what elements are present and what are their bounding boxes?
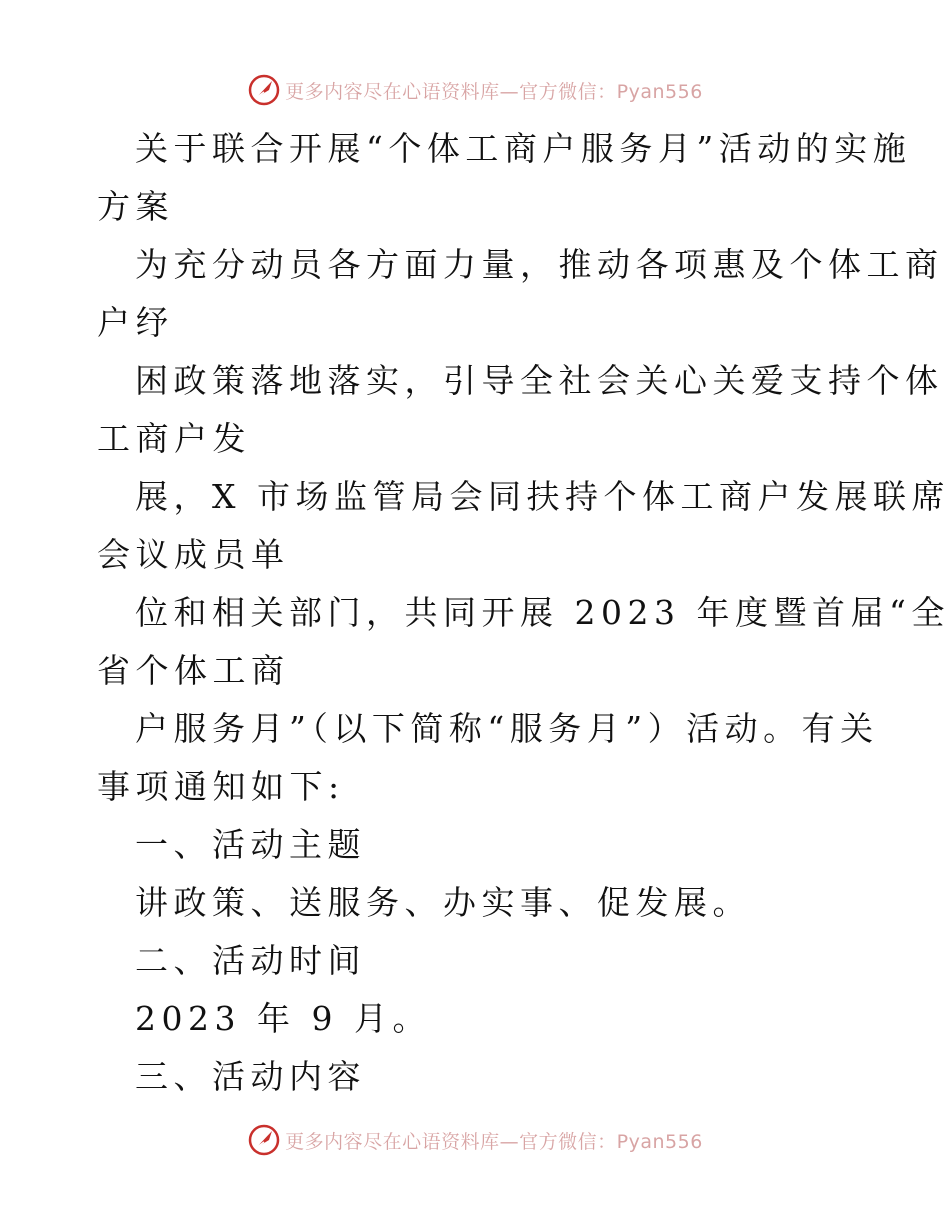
- document-line: 关于联合开展“个体工商户服务月”活动的实施: [135, 129, 912, 168]
- watermark-text: 更多内容尽在心语资料库—官方微信：Pyan556: [285, 80, 703, 103]
- document-line: 三、活动内容: [135, 1057, 366, 1096]
- document-line: 工商户发: [97, 419, 251, 458]
- document-line: 为充分动员各方面力量，推动各项惠及个体工商: [135, 245, 944, 284]
- document-line: 户纾: [97, 303, 174, 342]
- footer-watermark: [0, 1118, 950, 1162]
- document-line: 位和相关部门，共同开展 2023 年度暨首届“全: [135, 593, 950, 632]
- document-line: 困政策落地落实，引导全社会关心关爱支持个体: [135, 361, 944, 400]
- watermark-text: 更多内容尽在心语资料库—官方微信：Pyan556: [285, 1130, 703, 1153]
- header-watermark: [0, 68, 950, 112]
- document-line: 二、活动时间: [135, 941, 366, 980]
- document-line: 省个体工商: [97, 651, 290, 690]
- quill-pen-icon: [247, 73, 281, 107]
- document-line: 户服务月”（以下简称“服务月”）活动。有关: [135, 709, 879, 748]
- document-line: 展，X 市场监管局会同扶持个体工商户发展联席: [135, 477, 950, 516]
- document-line: 一、活动主题: [135, 825, 366, 864]
- quill-pen-icon: [247, 1123, 281, 1157]
- document-body: [97, 120, 950, 1106]
- document-line: 讲政策、送服务、办实事、促发展。: [135, 883, 751, 922]
- document-line: 事项通知如下:: [97, 767, 345, 806]
- document-line: 方案: [97, 187, 174, 226]
- document-line: 会议成员单: [97, 535, 290, 574]
- document-line: 2023 年 9 月。: [135, 999, 431, 1038]
